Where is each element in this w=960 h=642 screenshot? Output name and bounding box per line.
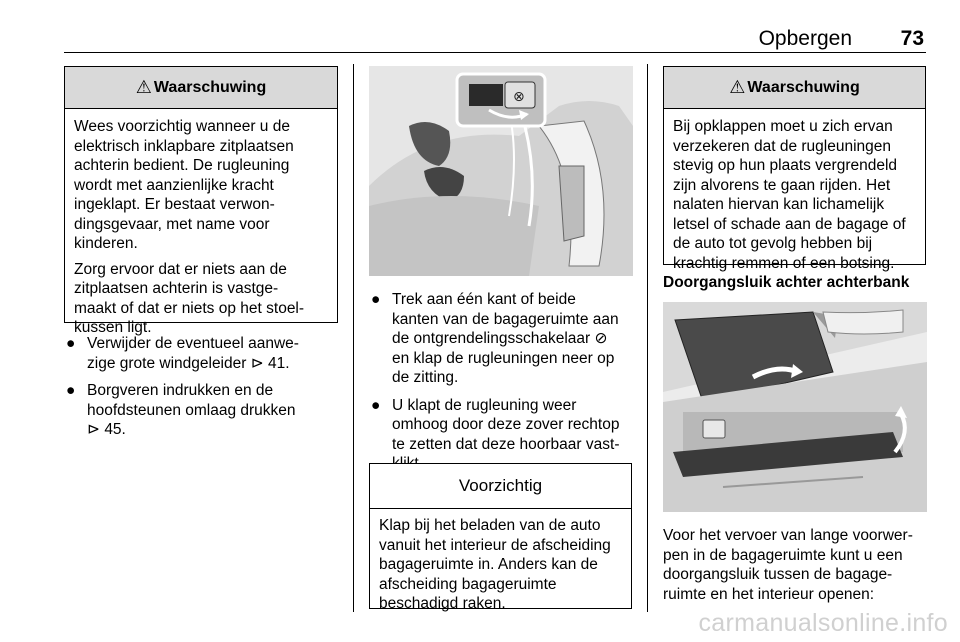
warning-paragraph-1: Wees voorzichtig wanneer u de elektrisch inklapbare zitplaatsen achterin bedient. De rugleuning wordt met aanzienlijke kracht ingeklapt. Er bestaat verwon- dingsgevaar, met name voor kinderen. xyxy=(74,118,294,252)
passthrough-paragraph: Voor het vervoer van lange voorwer- pen in de bagageruimte kunt u een doorgangsluik tussen de bagage- ruimte en het interieur openen: xyxy=(663,527,913,603)
watermark: carmanualsonline.info xyxy=(698,609,948,637)
page-ref-arrow-icon: ⊳ xyxy=(250,354,264,372)
list-item: ● Borgveren indrukken en de hoofdsteunen omlaag drukken ⊳ 45. xyxy=(66,382,296,438)
release-switch-icon: ⊘ xyxy=(594,330,608,347)
warning-box-header xyxy=(65,67,337,109)
warning-text: Bij opklappen moet u zich ervan verzekeren dat de rugleuningen stevig op hun plaats vergrendeld zijn alvorens te gaan rijden. Het nalaten hiervan kan lichamelijk letsel of schade aan de bagage of de auto tot gevolg hebben bij krachtig remmen of een botsing. xyxy=(673,118,906,272)
warning-title: Waarschuwing xyxy=(747,78,860,96)
figure-seat-release xyxy=(369,66,633,276)
warning-triangle-icon: ⚠ xyxy=(729,77,746,97)
subheading-passthrough: Doorgangsluik achter achterbank xyxy=(663,274,910,291)
svg-text:⊗: ⊗ xyxy=(513,89,525,105)
bullet-list-col1 xyxy=(64,334,340,448)
header-rule xyxy=(64,52,926,53)
warning-box-seats xyxy=(64,66,338,336)
bullet-list-col2 xyxy=(369,290,635,482)
caution-text: Klap bij het beladen van de auto vanuit het interieur de afscheiding bagageruimte in. Anders kan de afscheiding bagageruimte beschadigd raken. xyxy=(379,517,611,612)
caution-box xyxy=(369,463,632,612)
bullet-dot: ● xyxy=(66,335,76,352)
column-divider-1 xyxy=(353,64,354,612)
passthrough-hatch-illustration xyxy=(663,302,927,512)
warning-triangle-icon: ⚠ xyxy=(135,77,152,97)
bullet-dot: ● xyxy=(371,396,381,414)
warning-box-header xyxy=(664,67,925,109)
section-title: Opbergen xyxy=(758,27,852,50)
list-item: ● Verwijder de eventueel aanwe- zige grote windgeleider ⊳ 41. xyxy=(66,335,299,372)
column-divider-2 xyxy=(647,64,648,612)
caution-title: Voorzichtig xyxy=(458,476,543,495)
page-ref-link[interactable]: 45. xyxy=(104,421,126,438)
page-number: 73 xyxy=(900,27,924,50)
caution-box-header xyxy=(370,464,631,509)
warning-text xyxy=(65,109,337,338)
bullet-dot: ● xyxy=(66,382,76,399)
seat-release-illustration xyxy=(369,66,633,276)
warning-paragraph-2: Zorg ervoor dat er niets aan de zitplaatsen achterin is vastge- maakt of dat er niets op het stoel- kussen ligt. xyxy=(74,260,305,336)
warning-box-fold-up xyxy=(663,66,926,272)
page-ref-link[interactable]: 41. xyxy=(268,354,290,372)
list-item: ● U klapt de rugleuning weer omhoog door deze zover rechtop te zetten dat deze hoorbaar vast- xyxy=(371,396,620,453)
warning-title: Waarschuwing xyxy=(153,78,267,96)
list-item: ● Trek aan één kant of beide kanten van de bagageruimte aan de ontgrendelingsschakelaar ⊘ en klap de rugleuningen neer op de zitting. xyxy=(371,291,619,386)
figure-passthrough-hatch xyxy=(663,302,927,512)
bullet-dot: ● xyxy=(371,291,381,308)
page-ref-arrow-icon: ⊳ xyxy=(87,421,100,438)
